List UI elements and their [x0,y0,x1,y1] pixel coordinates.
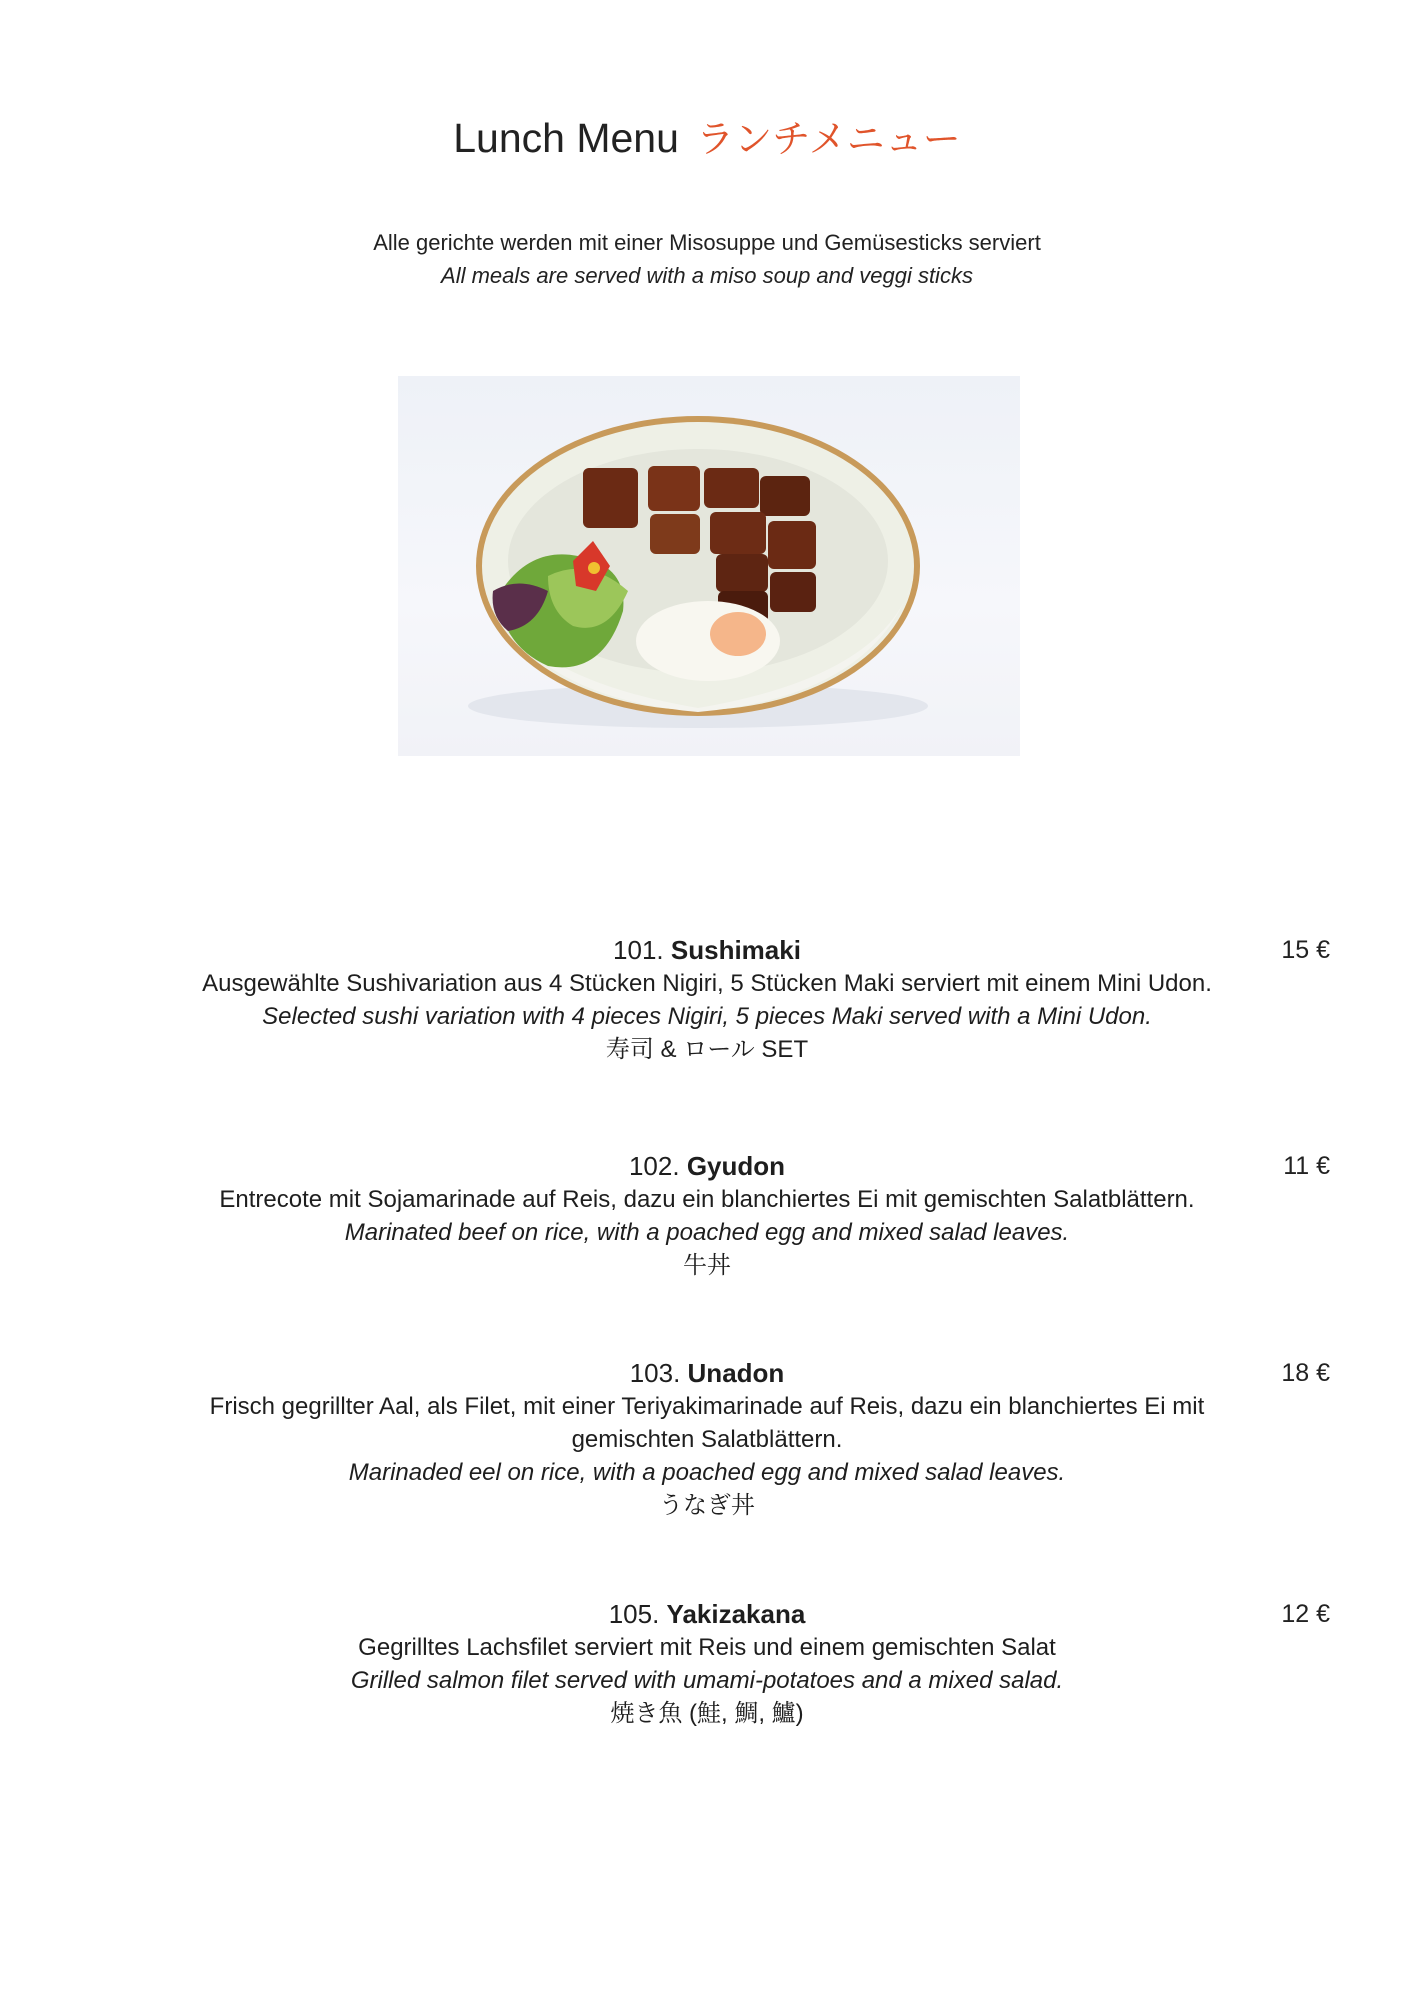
item-desc-german: Ausgewählte Sushivariation aus 4 Stücken Nigiri, 5 Stücken Maki serviert mit einem Mini Udon. [202,970,1212,997]
item-title [0,1598,1414,1631]
item-name: Sushimaki [670,935,801,965]
menu-item-unadon [0,1357,1414,1522]
menu-item-gyudon [0,1150,1414,1282]
item-name: Unadon [687,1358,785,1388]
page-title [0,108,1414,163]
item-desc-japanese: うなぎ丼 [659,1492,755,1519]
item-desc-japanese: 焼き魚 (鮭, 鯛, 鱸) [610,1700,804,1727]
item-title [0,1150,1414,1183]
item-name: Gyudon [686,1151,786,1181]
item-desc-english: Marinaded eel on rice, with a poached egg and mixed salad leaves. [348,1459,1066,1486]
title-japanese: ランチメニュー [696,119,961,161]
item-number: 102. [628,1151,680,1181]
item-desc-japanese: 牛丼 [683,1252,731,1279]
menu-item-sushimaki [0,934,1414,1066]
item-desc-english: Marinated beef on rice, with a poached egg and mixed salad leaves. [344,1219,1070,1246]
unadon-bowl-image [398,376,1020,756]
item-number: 103. [629,1358,681,1388]
title-text: Lunch Menu [453,115,679,161]
item-price: 11 € [1283,1152,1330,1180]
menu-item-yakizakana [0,1598,1414,1730]
item-price: 18 € [1281,1359,1330,1387]
item-number: 101. [613,935,664,965]
item-number: 105. [608,1599,660,1629]
item-desc-german: Frisch gegrillter Aal, als Filet, mit einer Teriyakimarinade auf Reis, dazu ein blanchiertes Ei mit gemischten Salatblättern. [209,1393,1205,1453]
intro-german: Alle gerichte werden mit einer Misosuppe und Gemüsesticks serviert [373,230,1041,255]
item-name: Yakizakana [666,1599,806,1629]
item-desc-english: Selected sushi variation with 4 pieces Nigiri, 5 pieces Maki served with a Mini Udon. [262,1003,1152,1030]
item-desc-english: Grilled salmon filet served with umami-potatoes and a mixed salad. [350,1667,1064,1694]
item-desc-german: Entrecote mit Sojamarinade auf Reis, dazu ein blanchiertes Ei mit gemischten Salatblättern. [219,1186,1195,1213]
item-desc-japanese: 寿司 & ロール SET [605,1036,809,1063]
dish-photo [398,376,1020,756]
item-price: 12 € [1281,1600,1330,1628]
item-title [0,934,1414,967]
item-desc-german: Gegrilltes Lachsfilet serviert mit Reis und einem gemischten Salat [358,1634,1056,1661]
intro-english: All meals are served with a miso soup and veggi sticks [441,263,973,288]
item-title [0,1357,1414,1390]
item-price: 15 € [1281,936,1330,964]
